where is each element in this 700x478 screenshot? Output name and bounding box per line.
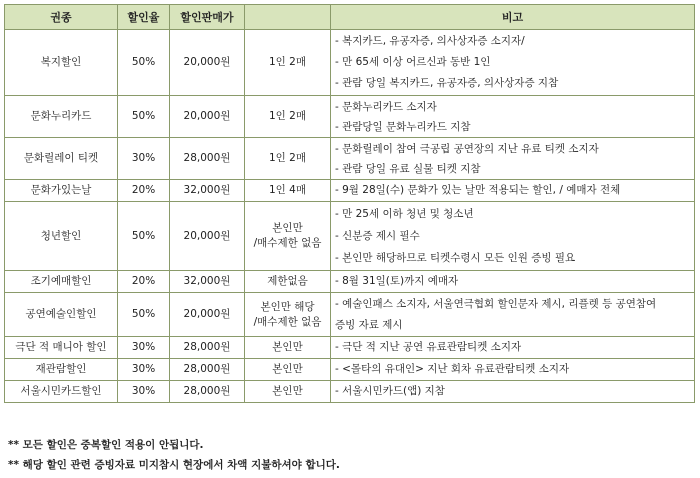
notes-cell <box>331 30 695 96</box>
purchase-limit-line: 본인만 <box>272 222 303 234</box>
ticket-type-cell: 문화가있는날 <box>5 180 118 202</box>
purchase-limit-line: 1인 4매 <box>269 184 306 196</box>
note-line: - 복지카드, 유공자증, 의사상자증 소지자/ <box>335 34 525 47</box>
discount-price-cell: 28,000원 <box>170 381 245 403</box>
notes-cell <box>331 96 695 138</box>
note-line: - 본인만 해당하므로 티켓수령시 모든 인원 증빙 필요 <box>335 252 576 265</box>
purchase-limit-cell <box>245 271 331 293</box>
discount-rate-cell: 50% <box>118 30 170 96</box>
note-line: - 극단 적 지난 공연 유료관람티켓 소지자 <box>335 341 522 353</box>
header-discount-rate: 할인율 <box>118 5 170 30</box>
note-line: - 9월 28일(수) 문화가 있는 날만 적용되는 할인, / 예매자 전체 <box>335 184 621 196</box>
table-row <box>5 30 695 96</box>
purchase-limit-line: 1인 2매 <box>269 110 306 122</box>
note-line: 증빙 자료 제시 <box>335 318 403 331</box>
discount-price-cell: 28,000원 <box>170 359 245 381</box>
header-discount-price: 할인판매가 <box>170 5 245 30</box>
header-row <box>5 5 695 30</box>
ticket-type-cell: 문화릴레이 티켓 <box>5 138 118 180</box>
notes-cell <box>331 359 695 381</box>
purchase-limit-cell <box>245 359 331 381</box>
note-line: - 관람당일 문화누리카드 지참 <box>335 120 471 133</box>
discount-rate-cell: 50% <box>118 96 170 138</box>
note-line: - 만 65세 이상 어르신과 동반 1인 <box>335 55 491 68</box>
header-ticket-type: 권종 <box>5 5 118 30</box>
discount-rate-cell: 50% <box>118 293 170 337</box>
note-line: - 신분증 제시 필수 <box>335 229 420 242</box>
note-line: - 서울시민카드(앱) 지참 <box>335 385 445 397</box>
table-row <box>5 337 695 359</box>
footnote-no-duplicate: ** 모든 할인은 중복할인 적용이 안됩니다. <box>8 439 204 451</box>
notes-cell <box>331 202 695 271</box>
ticket-type-cell: 극단 적 매니아 할인 <box>5 337 118 359</box>
discount-price-cell: 28,000원 <box>170 138 245 180</box>
purchase-limit-cell <box>245 180 331 202</box>
purchase-limit-cell <box>245 138 331 180</box>
purchase-limit-line: 본인만 <box>272 341 303 353</box>
footnote-proof-required: ** 해당 할인 관련 증빙자료 미지참시 현장에서 차액 지불하셔야 합니다. <box>8 459 340 471</box>
notes-cell <box>331 293 695 337</box>
purchase-limit-line: 1인 2매 <box>269 152 306 164</box>
note-line: - 문화릴레이 참여 극공립 공연장의 지난 유료 티켓 소지자 <box>335 142 599 155</box>
notes-cell <box>331 271 695 293</box>
ticket-type-cell: 공연예술인할인 <box>5 293 118 337</box>
purchase-limit-cell <box>245 293 331 337</box>
table-row <box>5 96 695 138</box>
discount-table <box>4 4 695 403</box>
ticket-type-cell: 조기예매할인 <box>5 271 118 293</box>
discount-rate-cell: 50% <box>118 202 170 271</box>
notes-cell <box>331 337 695 359</box>
purchase-limit-line: 1인 2매 <box>269 56 306 68</box>
header-limit <box>245 5 331 30</box>
purchase-limit-cell <box>245 96 331 138</box>
table-row <box>5 359 695 381</box>
discount-rate-cell: 30% <box>118 359 170 381</box>
purchase-limit-line: /매수제한 없음 <box>253 315 322 328</box>
discount-rate-cell: 30% <box>118 138 170 180</box>
table-row <box>5 381 695 403</box>
note-line: - 문화누리카드 소지자 <box>335 100 437 113</box>
discount-price-cell: 20,000원 <box>170 30 245 96</box>
ticket-type-cell: 문화누리카드 <box>5 96 118 138</box>
ticket-type-cell: 재관람할인 <box>5 359 118 381</box>
table-row <box>5 293 695 337</box>
ticket-type-cell: 서울시민카드할인 <box>5 381 118 403</box>
purchase-limit-cell <box>245 30 331 96</box>
purchase-limit-cell <box>245 381 331 403</box>
discount-rate-cell: 20% <box>118 271 170 293</box>
table-row <box>5 138 695 180</box>
purchase-limit-cell <box>245 202 331 271</box>
discount-price-cell: 32,000원 <box>170 180 245 202</box>
purchase-limit-line: 본인만 <box>272 385 303 397</box>
discount-price-cell: 28,000원 <box>170 337 245 359</box>
note-line: - 8월 31일(토)까지 예매자 <box>335 275 459 287</box>
discount-rate-cell: 30% <box>118 337 170 359</box>
purchase-limit-cell <box>245 337 331 359</box>
discount-price-cell: 20,000원 <box>170 96 245 138</box>
purchase-limit-line: 제한없음 <box>267 275 308 287</box>
discount-price-cell: 20,000원 <box>170 202 245 271</box>
note-line: - 관람 당일 복지카드, 유공자증, 의사상자증 지참 <box>335 77 559 90</box>
purchase-limit-line: /매수제한 없음 <box>253 237 322 249</box>
table-row <box>5 202 695 271</box>
table-row <box>5 180 695 202</box>
note-line: - 예술인패스 소지자, 서울연극협회 할인문자 제시, 리플렛 등 공연참여 <box>335 297 657 310</box>
purchase-limit-line: 본인만 <box>272 363 303 375</box>
note-line: - <몰타의 유대인> 지난 회차 유료관람티켓 소지자 <box>335 363 570 375</box>
table-row <box>5 271 695 293</box>
header-notes: 비고 <box>331 5 695 30</box>
discount-rate-cell: 20% <box>118 180 170 202</box>
notes-cell <box>331 180 695 202</box>
ticket-type-cell: 복지할인 <box>5 30 118 96</box>
discount-price-cell: 20,000원 <box>170 293 245 337</box>
purchase-limit-line: 본인만 해당 <box>260 300 315 313</box>
note-line: - 관람 당일 유료 실물 티켓 지참 <box>335 162 481 175</box>
notes-cell <box>331 381 695 403</box>
ticket-type-cell: 청년할인 <box>5 202 118 271</box>
discount-rate-cell: 30% <box>118 381 170 403</box>
discount-price-cell: 32,000원 <box>170 271 245 293</box>
notes-cell <box>331 138 695 180</box>
note-line: - 만 25세 이하 청년 및 청소년 <box>335 207 474 220</box>
